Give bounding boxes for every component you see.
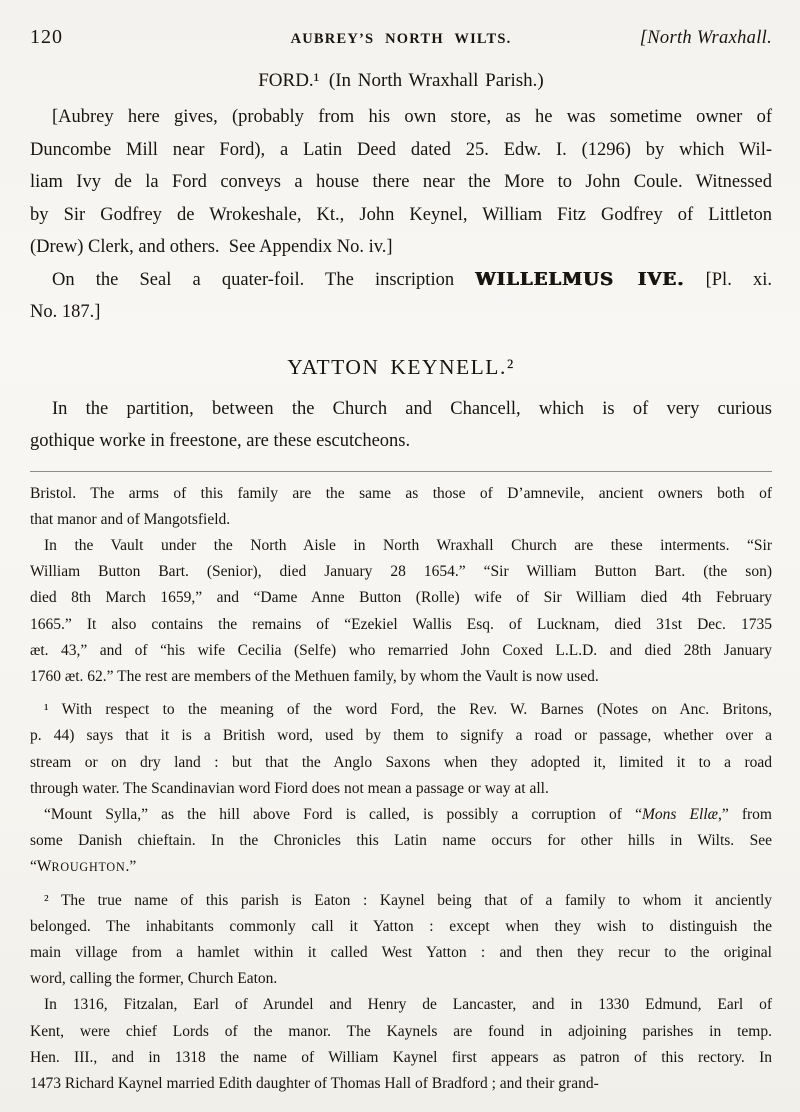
text-line bbox=[30, 559, 772, 585]
paragraph-latin-deed bbox=[30, 101, 772, 264]
text-line bbox=[30, 697, 772, 723]
text-segment: liam Ivy de la Ford conveys a house there near the More to John Coule. Witnessed bbox=[30, 172, 772, 192]
text-segment: In 1316, Fitzalan, Earl of Arundel and Henry de Lancaster, and in 1330 Edmund, Earl of bbox=[44, 996, 772, 1014]
text-line bbox=[30, 828, 772, 854]
text-line bbox=[30, 854, 772, 880]
text-segment: ,” from bbox=[717, 805, 772, 823]
text-segment: On the Seal a quater-foil. The inscription bbox=[52, 269, 476, 290]
text-line bbox=[30, 723, 772, 749]
text-segment: gothique worke in freestone, are these escutcheons. bbox=[30, 431, 411, 451]
running-title: AUBREY’S NORTH WILTS. bbox=[290, 31, 512, 47]
footnote-1-mount-sylla bbox=[30, 802, 772, 881]
text-line bbox=[30, 166, 772, 199]
text-segment: Bristol. The arms of this family are the same as those of D’amnevile, ancient owners both of bbox=[30, 484, 772, 502]
text-line bbox=[30, 664, 772, 690]
text-line bbox=[30, 966, 772, 992]
text-line bbox=[30, 264, 772, 297]
text-line bbox=[30, 888, 772, 914]
text-segment: through water. The Scandinavian word Fiord does not mean a passage or way at all. bbox=[30, 779, 549, 797]
text-line bbox=[30, 101, 772, 134]
text-segment: (Drew) Clerk, and others. See Appendix No. iv.] bbox=[30, 237, 393, 257]
text-line bbox=[30, 750, 772, 776]
text-segment: ² The true name of this parish is Eaton : Kaynel being that of a family to whom it anciently bbox=[44, 891, 772, 909]
text-line bbox=[30, 940, 772, 966]
text-line bbox=[30, 1019, 772, 1045]
text-line bbox=[30, 776, 772, 802]
text-segment: Kent, were chief Lords of the manor. The Kaynels are found in adjoining parishes in temp. bbox=[30, 1022, 772, 1040]
text-segment: Duncombe Mill near Ford), a Latin Deed dated 25. Edw. I. (1296) by which Wil- bbox=[30, 139, 772, 160]
text-segment: stream or on dry land : but that the Anglo Saxons when they adopted it, limited it to a road bbox=[30, 753, 772, 771]
text-segment: [Aubrey here gives, (probably from his own store, as he was sometime owner of bbox=[52, 107, 772, 127]
text-line bbox=[30, 1045, 772, 1071]
text-segment: “W bbox=[30, 858, 52, 876]
text-line bbox=[30, 612, 772, 638]
text-line bbox=[30, 393, 772, 426]
text-segment: “Mount Sylla,” as the hill above Ford is called, is possibly a corruption of “ bbox=[44, 805, 642, 823]
text-line bbox=[30, 134, 772, 167]
text-segment: by Sir Godfrey de Wrokeshale, Kt., John Keynel, William Fitz Godfrey of Littleton bbox=[30, 204, 772, 225]
text-line bbox=[30, 1071, 772, 1097]
footnote-continuation-bristol bbox=[30, 481, 772, 533]
footnote-1-ford-meaning bbox=[30, 697, 772, 802]
footnote-2-parish-name bbox=[30, 888, 772, 993]
text-segment: p. 44) says that it is a British word, used by them to signify a road or passage, whether over a bbox=[30, 727, 772, 745]
text-line bbox=[30, 638, 772, 664]
text-segment: Mons Ellæ bbox=[641, 805, 718, 823]
text-segment: In the Vault under the North Aisle in North Wraxhall Church are these interments. “Sir bbox=[44, 536, 772, 554]
footnote-2-manor-history bbox=[30, 992, 772, 1097]
text-segment: main village from a hamlet within it called West Yatton : and then they recur to the original bbox=[30, 943, 772, 961]
paragraph-partition bbox=[30, 393, 772, 458]
text-segment: that manor and of Mangotsfield. bbox=[30, 510, 231, 528]
text-line bbox=[30, 585, 772, 611]
text-segment: word, calling the former, Church Eaton. bbox=[30, 970, 278, 988]
page-number: 120 bbox=[30, 26, 63, 48]
text-segment: No. 187.] bbox=[30, 302, 101, 322]
text-line bbox=[30, 481, 772, 507]
text-segment: ROUGHTON bbox=[51, 860, 126, 875]
running-header-side: [North Wraxhall. bbox=[639, 28, 773, 48]
text-line bbox=[30, 802, 772, 828]
footnote-section bbox=[30, 481, 772, 1098]
footnote-divider-rule bbox=[30, 471, 772, 472]
text-segment: 1473 Richard Kaynel married Edith daughter of Thomas Hall of Bradford ; and their grand- bbox=[30, 1074, 599, 1092]
footnote-vault-interments bbox=[30, 533, 772, 690]
text-segment: died 8th March 1659,” and “Dame Anne Button (Rolle) wife of Sir William died 4th February bbox=[30, 589, 772, 607]
text-line bbox=[30, 425, 772, 458]
text-segment: 1665.” It also contains the remains of “Ezekiel Wallis Esq. of Lucknam, died 31st Dec. 1735 bbox=[30, 615, 772, 633]
text-segment: In the partition, between the Church and Chancell, which is of very curious bbox=[52, 398, 772, 419]
text-line bbox=[30, 507, 772, 533]
text-segment: 1760 æt. 62.” The rest are members of the Methuen family, by whom the Vault is now used. bbox=[30, 667, 599, 685]
text-line bbox=[30, 992, 772, 1018]
section-heading-ford: FORD.¹ (In North Wraxhall Parish.) bbox=[258, 70, 544, 91]
text-segment: æt. 43,” and of “his wife Cecilia (Selfe) who remarried John Coxed L.L.D. and died 28th January bbox=[30, 641, 772, 659]
paragraph-seal-inscription bbox=[30, 264, 772, 329]
text-segment: [Pl. xi. bbox=[684, 269, 772, 290]
text-segment: William Button Bart. (Senior), died January 28 1654.” “Sir William Button Bart. (the son) bbox=[30, 563, 772, 581]
text-line bbox=[30, 231, 772, 264]
section-heading-yatton: YATTON KEYNELL.² bbox=[287, 354, 515, 379]
text-segment: .” bbox=[125, 858, 137, 876]
text-line bbox=[30, 199, 772, 232]
text-segment: ¹ With respect to the meaning of the word Ford, the Rev. W. Barnes (Notes on Anc. Britons, bbox=[44, 701, 772, 719]
blackletter-inscription: WILLELMUS IVE. bbox=[475, 268, 685, 290]
text-line bbox=[30, 533, 772, 559]
text-segment: belonged. The inhabitants commonly call it Yatton : except when they wish to distinguish the bbox=[30, 917, 772, 935]
text-segment: some Danish chieftain. In the Chronicles this Latin name occurs for other hills in Wilts. See bbox=[30, 832, 772, 850]
text-segment: Hen. III., and in 1318 the name of William Kaynel first appears as patron of this rectory. In bbox=[30, 1048, 772, 1066]
running-header bbox=[30, 26, 772, 49]
text-line bbox=[30, 296, 772, 329]
text-line bbox=[30, 914, 772, 940]
